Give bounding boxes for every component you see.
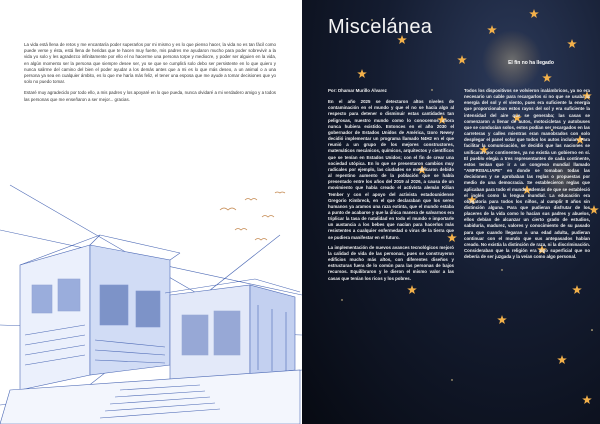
page-title: Miscelánea [328,16,433,38]
house-sketch-illustration [0,175,302,424]
right-page [302,0,600,424]
column1-paragraph-2: La implementación de nuevos avances tecnológicos mejoró la calidad de vida de las personas, pues se construyeron edificios mucho más altos, con diferentes diseños y estructuras fuera de lo común para las personas de bajos recursos. Equilibraron y le dieron el mismo valor a las casas que tenían los ricos y los pobres. [328,244,454,281]
left-paragraph-2: Estaré muy agradecido por todo ello, a mis padres y los apoyaré en lo que pueda, nunca olvidaré a mi verdadero amigo y a todos las personas que me enseñaron a ser mejor... gracias. [24,90,276,102]
article-subtitle: El fin no ha llegado [508,60,554,66]
article-columns [328,88,590,286]
left-paragraph-1: La vida está llena de retos y me encantaría poder superarlos por mi mismo y es lo que pienso hacer, la vida no es tan fácil como puede verse y ésta, está llena de heridas que te hacen muy fuerte, mis padres me ayudaron mucho para poder sobrevivir a la vida yo solo y les agradezco infinitamente por ello el no hacerme una persona torpe y mediocre, y poder ser alguien en la vida, en algún momento ser la persona que siempre desee ser, yo se que se cumplirá solo debo ser persistente en lo que quiero y nunca salirme del camino del bien el poder ayudar a los demás antes que a mi es lo que más deseo, a un animal o a una persona ya sea en cualquier ámbito, es lo que me haría más feliz, el tener una esposa que me ayude a tomar decisiones que yo solo no puedo tomar. [24,42,276,85]
column1-paragraph-1: En el año 2025 se detectaron altos niveles de contaminación en el mundo y que el no se hacía algo al respecto para detener o disminuir estas cantidades tan peligrosas, nuestro mundo como lo conocemos ahora nunca hubiera existido. Entonces en el año 2030 el gobernador de Estados Unidos de América, Izoro Newey decidió implementar un programa llamado N4H2 en el que reunió a un grupo de los mejores constructores, matemáticos mecánicos, químicos, arquitectos y científicos que se tenían en Estados Unidos; con el fin de crear una sociedad utópica. En lo que se presentaron cambios muy radicales por ejemplo, las ciudades se modificaron debido al repentino aumento de la población que se había presentado entre los años del 2019 al 2026, a causa de un movimiento que había creado el activista alemán Kilian Tember y con el apoyo del activista estadounidense Gregorio Kimbreck, en el que declaraban que los seres humanos ya aramos una raza extinta, que el mundo estaba a punto de acabarse y que la única manera de salvarnos era triplicar la tasa de natalidad en todo el mundo e importarle un austancia a los bebes que nacían para hacerlos más resistentes a cualquier enfermedad o virus de la tierra que se pudiera manifestar en el futuro. [328,99,454,240]
article-author: Por: Dhamar Murillo Álvarez [328,88,387,93]
article-column-2 [464,88,590,286]
article-column-1 [328,88,454,286]
column2-paragraph-1: Todos los dispositivos se volvieron inalámbricos, ya no era necesario un cable para recargarlos si no que se usaba la energía del sol y el viento, pues era suficiente la energía que proporcionaban estos rayos del sol y era suficiente la intensidad del aire que se generaba; las casas se comenzaron a llenar de autos, motocicletas y autobuses que se conducían solos, estos podían ser recargados en las carreteras y calles mientras eran manobrados con solo desplegar el panel solar que todos los autos incluían. Para facilitar la comunicación, se decidió que las naciones se unificaran por continentes, ya no existía un gobierno en sí. El pueblo elegía a tres representantes de cada continente, estos tenían que ir a un congreso mundial llamado "AMFRISIALIAPE" en donde se tomaban todas las decisiones y se aprobaban las reglas o propuestas por medio de una democracia. Se establecieron reglas que aplicaban para todo el mundo, además de que se estableció el inglés como la lengua mundial. La educación era obligatoria para todos los niños, al cumplir 8 años sin distinción alguna. Para que pudieran disfrutar de los placeres de la vida como lo hacían sus padres y abuelos, ellos debían de alcanzar un cierto grado de estudios, sabiduría, madurez, valores y conocimiento de su pasado para que cuando llegaran a una edad adulta, pudieran continuar con el mundo que sus antepasados habían creado. No existía la distinción de raza, ni la discriminación. Consideraban que la religión era algo superficial que no debería de ser juzgada y la veían como algo personal. [464,88,590,260]
left-page-text [24,42,276,108]
